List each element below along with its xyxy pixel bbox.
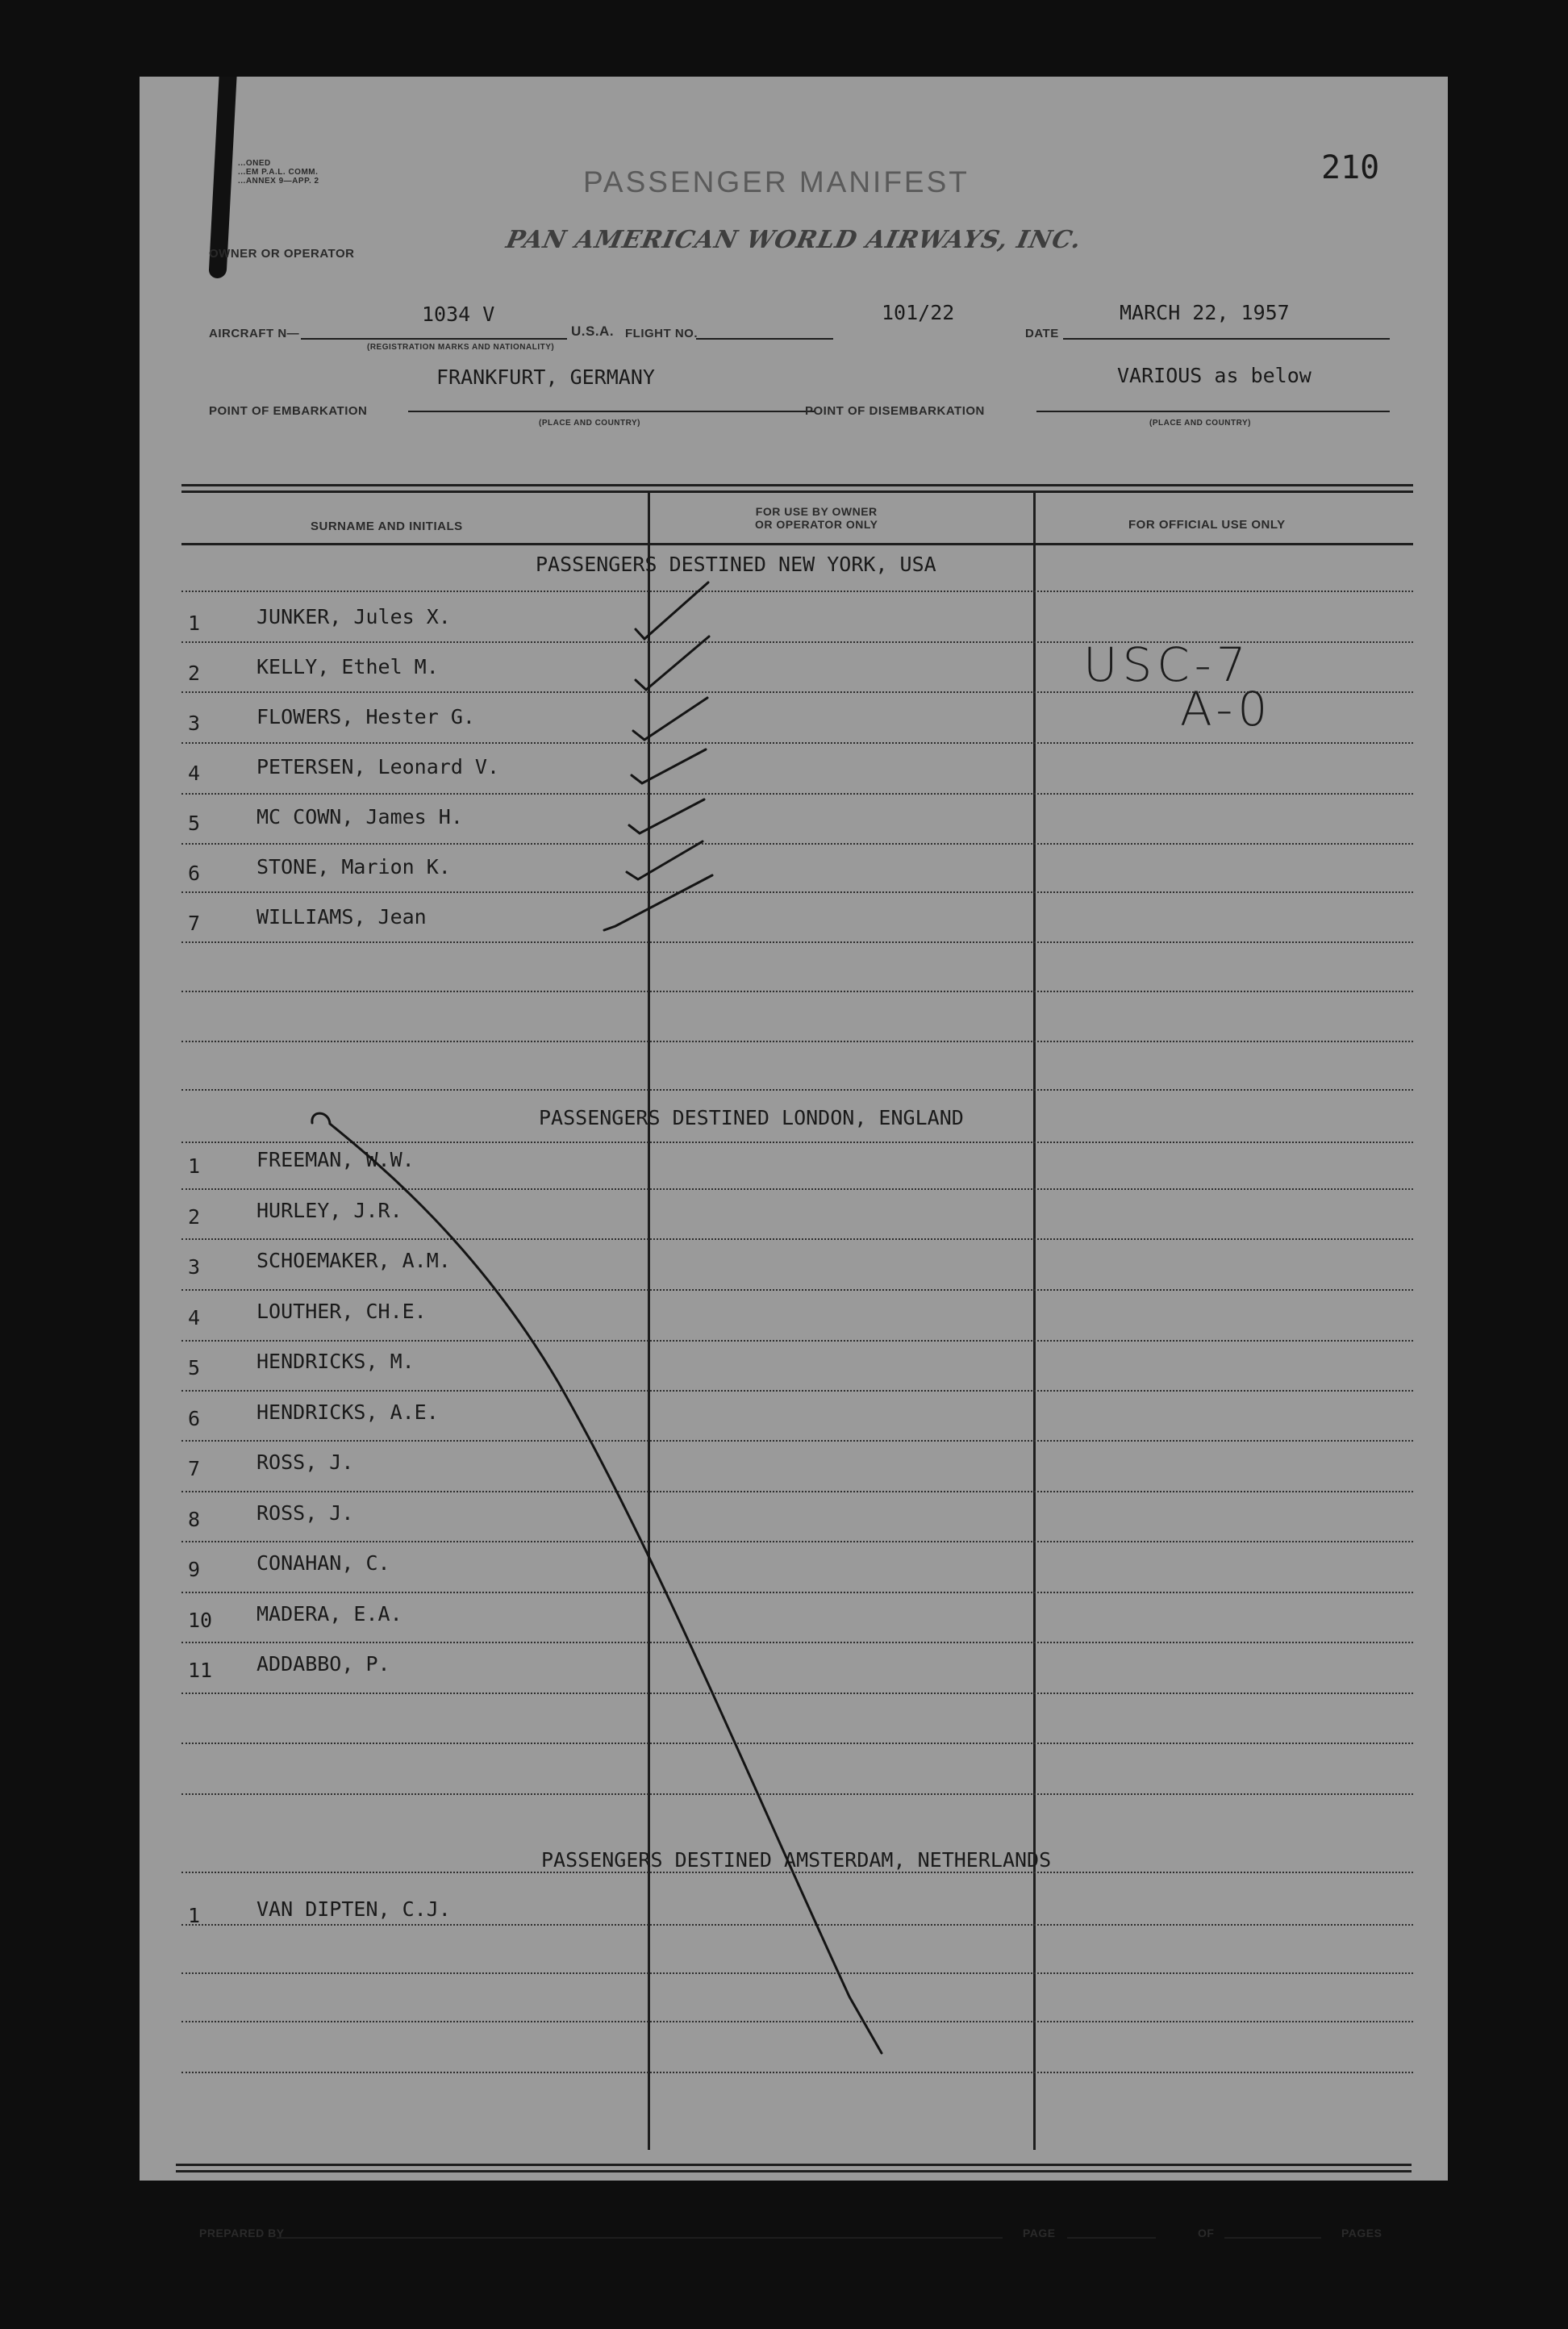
passenger-number: 7 — [188, 1457, 201, 1480]
passenger-number: 8 — [188, 1507, 201, 1531]
official-annotation-line-2: A-0 — [1180, 682, 1273, 737]
usa-label: U.S.A. — [571, 323, 615, 339]
owner-value: PAN AMERICAN WORLD AIRWAYS, INC. — [503, 226, 1085, 254]
passenger-name: FREEMAN, W.W. — [256, 1148, 415, 1171]
passenger-name: JUNKER, Jules X. — [256, 605, 451, 628]
passenger-name: LOUTHER, CH.E. — [256, 1299, 427, 1323]
pages-label: PAGES — [1341, 2227, 1382, 2239]
passenger-name: KELLY, Ethel M. — [256, 655, 439, 678]
passenger-name: VAN DIPTEN, C.J. — [256, 1897, 451, 1921]
footer-rule — [176, 2164, 1412, 2166]
check-mark — [636, 637, 709, 690]
embarkation-label: POINT OF EMBARKATION — [209, 404, 368, 418]
passenger-name: PETERSEN, Leonard V. — [256, 755, 500, 778]
passenger-number: 1 — [188, 1904, 201, 1927]
passenger-name: HENDRICKS, A.E. — [256, 1400, 439, 1424]
passenger-number: 3 — [188, 712, 201, 735]
passenger-name: STONE, Marion K. — [256, 855, 451, 879]
passenger-number: 5 — [188, 1356, 201, 1379]
passenger-number: 9 — [188, 1558, 201, 1581]
passenger-number: 10 — [188, 1608, 213, 1632]
passenger-name: SCHOEMAKER, A.M. — [256, 1249, 451, 1272]
place-caption: (PLACE AND COUNTRY) — [539, 419, 640, 428]
check-mark — [604, 875, 712, 930]
manifest-sheet — [140, 77, 1448, 2239]
aircraft-value: 1034 V — [422, 303, 495, 326]
official-annotation-line-1: USC-7 — [1083, 637, 1251, 692]
owner-label: OWNER OR OPERATOR — [209, 247, 355, 261]
section-heading-amsterdam: PASSENGERS DESTINED AMSTERDAM, NETHERLANDS — [541, 1848, 1052, 1872]
passenger-name: HURLEY, J.R. — [256, 1198, 402, 1222]
prepared-by-line — [277, 2237, 1003, 2239]
form-ref-line: ...ONED — [238, 159, 271, 168]
embarkation-value: FRANKFURT, GERMANY — [436, 365, 655, 389]
passenger-name: HENDRICKS, M. — [256, 1350, 415, 1373]
check-mark — [636, 582, 708, 639]
page-label: PAGE — [1023, 2227, 1056, 2239]
registration-caption: (REGISTRATION MARKS AND NATIONALITY) — [367, 343, 555, 352]
passenger-name: ADDABBO, P. — [256, 1652, 390, 1676]
passenger-number: 2 — [188, 662, 201, 685]
passenger-name: ROSS, J. — [256, 1500, 354, 1525]
passenger-number: 2 — [188, 1204, 201, 1229]
check-mark — [629, 799, 704, 833]
disembarkation-label: POINT OF DISEMBARKATION — [805, 404, 985, 418]
check-mark — [633, 698, 707, 740]
passenger-name: MC COWN, James H. — [256, 805, 463, 829]
of-label: OF — [1198, 2227, 1215, 2239]
passenger-number: 6 — [188, 1406, 201, 1430]
passenger-name: CONAHAN, C. — [256, 1551, 390, 1575]
form-ref-line: ...EM P.A.L. COMM. — [238, 168, 319, 177]
check-mark — [627, 841, 703, 879]
passenger-number: 6 — [188, 862, 201, 885]
document-title: PASSENGER MANIFEST — [583, 165, 970, 198]
passenger-name: ROSS, J. — [256, 1450, 354, 1474]
handwritten-marks — [140, 77, 1448, 2181]
flight-label: FLIGHT NO. — [625, 327, 698, 340]
passenger-number: 11 — [188, 1659, 213, 1682]
passenger-name: WILLIAMS, Jean — [256, 905, 427, 929]
passenger-number: 5 — [188, 812, 201, 835]
passenger-number: 4 — [188, 1305, 201, 1329]
passenger-number: 7 — [188, 912, 201, 935]
date-label: DATE — [1025, 327, 1059, 340]
place-caption-2: (PLACE AND COUNTRY) — [1149, 419, 1251, 428]
prepared-by-label: PREPARED BY — [199, 2227, 285, 2239]
passenger-number: 1 — [188, 611, 201, 635]
column-header-official-use: FOR OFFICIAL USE ONLY — [1128, 518, 1286, 532]
owner-use-line-1: FOR USE BY OWNER — [755, 505, 878, 518]
aircraft-label: AIRCRAFT N— — [209, 327, 300, 340]
section-heading-new-york: PASSENGERS DESTINED NEW YORK, USA — [536, 553, 936, 576]
of-line — [1224, 2237, 1321, 2239]
section-heading-london: PASSENGERS DESTINED LONDON, ENGLAND — [539, 1106, 964, 1129]
passenger-name: MADERA, E.A. — [256, 1601, 402, 1626]
form-ref-line: ...ANNEX 9—APP. 2 — [238, 177, 319, 186]
pen-stroke — [312, 1113, 882, 2053]
disembarkation-value: VARIOUS as below — [1117, 364, 1312, 387]
passenger-name: FLOWERS, Hester G. — [256, 705, 475, 728]
check-mark — [632, 749, 706, 783]
footer-rule — [176, 2170, 1412, 2172]
page-number: 210 — [1321, 149, 1380, 186]
date-value: MARCH 22, 1957 — [1120, 301, 1290, 324]
passenger-number: 4 — [188, 762, 201, 785]
column-header-surname: SURNAME AND INITIALS — [311, 520, 463, 533]
flight-value: 101/22 — [882, 301, 955, 324]
page-line — [1067, 2237, 1156, 2239]
owner-use-line-2: OR OPERATOR ONLY — [755, 518, 878, 531]
passenger-number: 3 — [188, 1255, 201, 1279]
passenger-number: 1 — [188, 1154, 201, 1178]
